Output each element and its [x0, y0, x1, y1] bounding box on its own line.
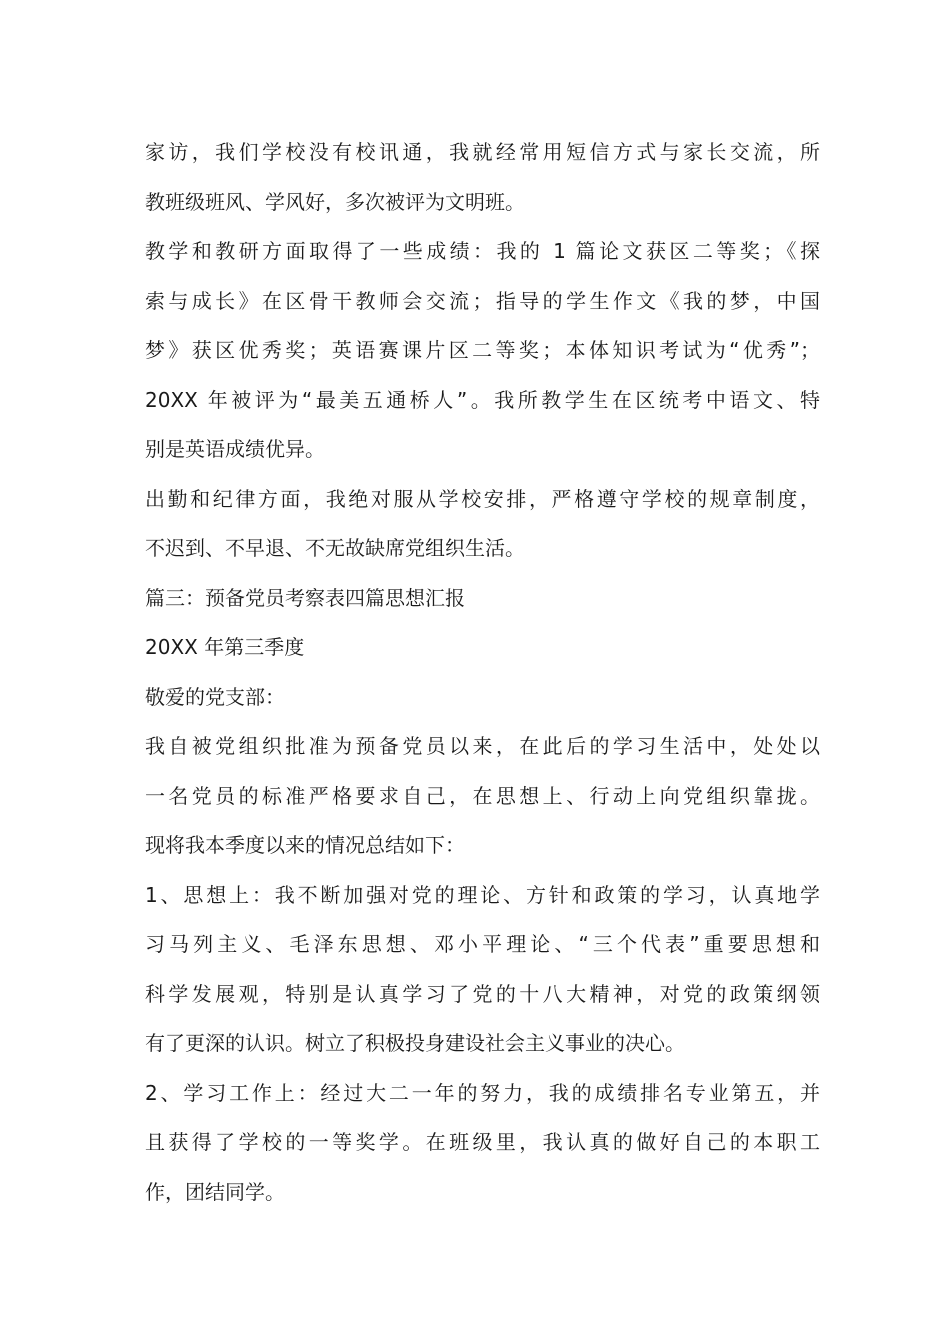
text-line: 出勤和纪律方面，我绝对服从学校安排，严格遵守学校的规章制度，: [145, 486, 820, 511]
text-line: 且获得了学校的一等奖学。在班级里，我认真的做好自己的本职工: [145, 1130, 820, 1154]
document-body: [145, 128, 820, 1217]
text-line: 习马列主义、毛泽东思想、邓小平理论、“三个代表”重要思想和: [145, 932, 820, 956]
text-line: 2、学习工作上：经过大二一年的努力，我的成绩排名专业第五，并: [145, 1080, 820, 1105]
text-line: 梦》获区优秀奖；英语赛课片区二等奖；本体知识考试为“优秀”；: [145, 338, 820, 362]
text-line: 现将我本季度以来的情况总结如下：: [145, 833, 465, 857]
text-line: 教学和教研方面取得了一些成绩：我的 1 篇论文获区二等奖；《探: [145, 239, 820, 263]
text-line: 一名党员的标准严格要求自己，在思想上、行动上向党组织靠拢。: [145, 783, 820, 808]
text-line: 教班级班风、学风好，多次被评为文明班。: [145, 189, 525, 214]
text-line: 作，团结同学。: [145, 1179, 285, 1204]
text-line: 20XX 年被评为“最美五通桥人”。我所教学生在区统考中语文、特: [145, 387, 820, 412]
salutation: 敬爱的党支部：: [145, 684, 285, 709]
text-line: 不迟到、不早退、不无故缺席党组织生活。: [145, 536, 525, 560]
text-line: 别是英语成绩优异。: [145, 437, 325, 461]
text-line: 家访，我们学校没有校讯通，我就经常用短信方式与家长交流，所: [145, 140, 820, 164]
section-heading: 篇三：预备党员考察表四篇思想汇报: [145, 585, 465, 610]
text-line: 1、思想上：我不断加强对党的理论、方针和政策的学习，认真地学: [145, 882, 820, 907]
text-line: 索与成长》在区骨干教师会交流；指导的学生作文《我的梦，中国: [145, 288, 820, 313]
text-line: 科学发展观，特别是认真学习了党的十八大精神，对党的政策纲领: [145, 981, 820, 1006]
text-line: 有了更深的认识。树立了积极投身建设社会主义事业的决心。: [145, 1031, 685, 1055]
report-period: 20XX 年第三季度: [145, 635, 305, 659]
text-line: 我自被党组织批准为预备党员以来，在此后的学习生活中，处处以: [145, 734, 820, 758]
